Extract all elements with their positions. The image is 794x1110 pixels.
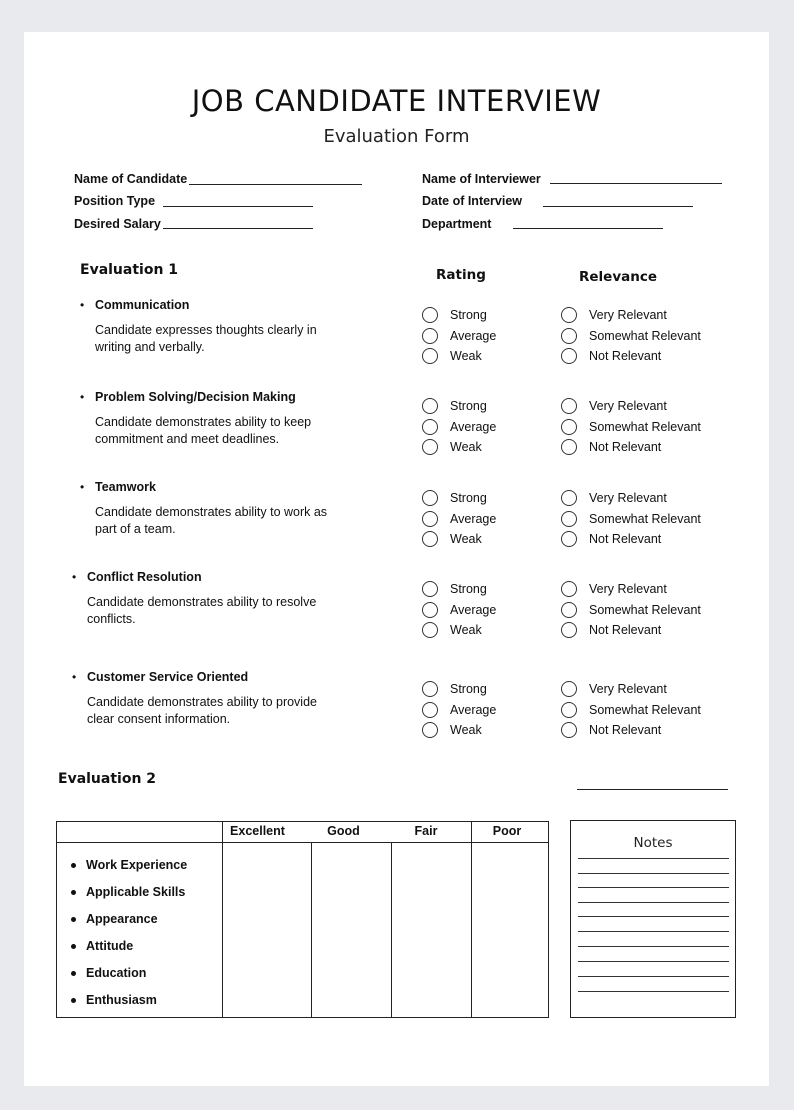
option-label: Strong <box>450 682 487 697</box>
radio-icon[interactable] <box>422 681 438 697</box>
notes-line <box>578 961 729 962</box>
radio-icon[interactable] <box>561 307 577 323</box>
relevance-radio-group-option[interactable] <box>561 679 701 700</box>
option-label: Somewhat Relevant <box>589 328 701 343</box>
column-fair: Fair <box>414 824 438 838</box>
rating-radio-group-option[interactable] <box>422 417 496 438</box>
rating-radio-group <box>422 579 496 641</box>
rating-radio-group-option[interactable] <box>422 600 496 621</box>
row-label: Enthusiasm <box>86 993 157 1007</box>
rating-radio-group-option[interactable] <box>422 700 496 721</box>
relevance-radio-group <box>561 305 701 367</box>
rating-radio-group-option[interactable] <box>422 509 496 530</box>
row-label: Attitude <box>86 939 134 953</box>
option-label: Somewhat Relevant <box>589 602 701 617</box>
radio-icon[interactable] <box>422 722 438 738</box>
radio-icon[interactable] <box>422 511 438 527</box>
notes-line <box>578 946 729 947</box>
table-row <box>71 966 146 980</box>
row-label: Education <box>86 966 147 980</box>
criterion-description: Candidate demonstrates ability to provide clear consent information. <box>87 695 317 726</box>
criterion-description: Candidate demonstrates ability to resolve conflicts. <box>87 595 317 626</box>
option-label: Weak <box>450 440 482 455</box>
option-label: Weak <box>450 349 482 364</box>
department-label: Department <box>422 217 492 231</box>
radio-icon[interactable] <box>422 702 438 718</box>
rating-radio-group-option[interactable] <box>422 620 496 641</box>
notes-box[interactable] <box>570 820 736 1018</box>
desired-salary-field[interactable] <box>163 228 313 229</box>
radio-icon[interactable] <box>422 602 438 618</box>
option-label: Not Relevant <box>589 532 662 547</box>
bullet-icon: • <box>72 670 77 684</box>
rating-radio-group <box>422 679 496 741</box>
radio-icon[interactable] <box>561 328 577 344</box>
row-label: Work Experience <box>86 858 188 872</box>
relevance-radio-group-option[interactable] <box>561 529 701 550</box>
option-label: Strong <box>450 399 487 414</box>
relevance-radio-group <box>561 396 701 458</box>
table-divider <box>391 842 392 1017</box>
radio-icon[interactable] <box>422 439 438 455</box>
option-label: Weak <box>450 723 482 738</box>
row-label: Applicable Skills <box>86 885 186 899</box>
radio-icon[interactable] <box>422 581 438 597</box>
position-type-label: Position Type <box>74 194 156 208</box>
candidate-name-field[interactable] <box>189 184 362 185</box>
interviewer-name-field[interactable] <box>550 183 722 184</box>
notes-line <box>578 873 729 874</box>
radio-icon[interactable] <box>422 328 438 344</box>
option-label: Not Relevant <box>589 349 662 364</box>
option-label: Very Relevant <box>589 308 667 323</box>
form-title: JOB CANDIDATE INTERVIEW <box>191 84 602 118</box>
table-divider <box>471 822 472 1017</box>
bullet-icon: • <box>80 298 85 312</box>
table-row <box>71 993 157 1007</box>
rating-radio-group <box>422 396 496 458</box>
relevance-radio-group-option[interactable] <box>561 579 701 600</box>
relevance-radio-group-option[interactable] <box>561 396 701 417</box>
interview-date-field[interactable] <box>543 206 693 207</box>
rating-radio-group-option[interactable] <box>422 579 496 600</box>
table-row <box>71 885 185 899</box>
column-poor: Poor <box>492 824 522 838</box>
bullet-icon <box>71 917 76 922</box>
relevance-radio-group-option[interactable] <box>561 326 701 347</box>
radio-icon[interactable] <box>561 702 577 718</box>
criterion-description: Candidate demonstrates ability to keep commitment and meet deadlines. <box>95 415 312 446</box>
table-header-divider <box>57 842 548 843</box>
radio-icon[interactable] <box>561 348 577 364</box>
option-label: Somewhat Relevant <box>589 511 701 526</box>
radio-icon[interactable] <box>561 511 577 527</box>
option-label: Somewhat Relevant <box>589 702 701 717</box>
relevance-radio-group-option[interactable] <box>561 720 701 741</box>
criterion-title: Communication <box>95 298 190 312</box>
radio-icon[interactable] <box>422 622 438 638</box>
option-label: Very Relevant <box>589 491 667 506</box>
option-label: Not Relevant <box>589 723 662 738</box>
option-label: Somewhat Relevant <box>589 419 701 434</box>
table-row <box>71 858 187 872</box>
radio-icon[interactable] <box>422 348 438 364</box>
radio-icon[interactable] <box>561 531 577 547</box>
rating-radio-group-option[interactable] <box>422 305 496 326</box>
candidate-name-label: Name of Candidate <box>74 172 188 186</box>
radio-icon[interactable] <box>561 419 577 435</box>
rating-radio-group <box>422 305 496 367</box>
bullet-icon: • <box>72 570 77 584</box>
form-page <box>24 32 769 1086</box>
relevance-radio-group-option[interactable] <box>561 346 701 367</box>
notes-title: Notes <box>633 835 673 851</box>
radio-icon[interactable] <box>422 490 438 506</box>
relevance-radio-group-option[interactable] <box>561 509 701 530</box>
relevance-radio-group <box>561 488 701 550</box>
criterion-title: Customer Service Oriented <box>87 670 249 684</box>
rating-radio-group-option[interactable] <box>422 326 496 347</box>
rating-radio-group-option[interactable] <box>422 346 496 367</box>
bullet-icon <box>71 890 76 895</box>
radio-icon[interactable] <box>422 419 438 435</box>
interviewer-name-label: Name of Interviewer <box>422 172 541 186</box>
table-row <box>71 939 133 953</box>
criterion-title: Problem Solving/Decision Making <box>95 390 296 404</box>
option-label: Strong <box>450 308 487 323</box>
option-label: Very Relevant <box>589 399 667 414</box>
rating-radio-group-option[interactable] <box>422 679 496 700</box>
notes-line <box>578 902 729 903</box>
table-divider <box>222 822 223 1017</box>
rating-radio-group-option[interactable] <box>422 488 496 509</box>
option-label: Average <box>450 511 497 526</box>
notes-line <box>578 858 729 859</box>
relevance-radio-group-option[interactable] <box>561 620 701 641</box>
criterion-title: Conflict Resolution <box>87 570 202 584</box>
interview-date-label: Date of Interview <box>422 194 523 208</box>
bullet-icon: • <box>80 480 85 494</box>
criterion-title: Teamwork <box>95 480 156 494</box>
option-label: Very Relevant <box>589 582 667 597</box>
column-excellent: Excellent <box>230 824 285 838</box>
option-label: Strong <box>450 491 487 506</box>
notes-line <box>578 887 729 888</box>
option-label: Average <box>450 419 497 434</box>
notes-line <box>578 931 729 932</box>
radio-icon[interactable] <box>422 307 438 323</box>
table-divider <box>311 842 312 1017</box>
bullet-icon <box>71 944 76 949</box>
relevance-radio-group-option[interactable] <box>561 305 701 326</box>
notes-line <box>578 916 729 917</box>
criterion-description: Candidate expresses thoughts clearly in writing and verbally. <box>95 323 317 354</box>
option-label: Weak <box>450 623 482 638</box>
form-subtitle: Evaluation Form <box>323 126 470 147</box>
evaluation-1-title: Evaluation 1 <box>80 262 179 278</box>
relevance-radio-group <box>561 679 701 741</box>
evaluation-2-title: Evaluation 2 <box>58 771 157 787</box>
relevance-radio-group-option[interactable] <box>561 417 701 438</box>
option-label: Average <box>450 328 497 343</box>
radio-icon[interactable] <box>561 398 577 414</box>
radio-icon[interactable] <box>561 602 577 618</box>
bullet-icon: • <box>80 390 85 404</box>
radio-icon[interactable] <box>561 722 577 738</box>
option-label: Average <box>450 702 497 717</box>
desired-salary-label: Desired Salary <box>74 217 161 231</box>
radio-icon[interactable] <box>561 581 577 597</box>
radio-icon[interactable] <box>422 531 438 547</box>
notes-line <box>578 976 729 977</box>
table-row <box>71 912 158 926</box>
relevance-radio-group-option[interactable] <box>561 488 701 509</box>
rating-header: Rating <box>436 267 486 283</box>
rating-radio-group-option[interactable] <box>422 396 496 417</box>
department-field[interactable] <box>513 228 663 229</box>
radio-icon[interactable] <box>561 490 577 506</box>
rating-radio-group-option[interactable] <box>422 529 496 550</box>
relevance-header: Relevance <box>579 269 658 285</box>
relevance-radio-group-option[interactable] <box>561 600 701 621</box>
radio-icon[interactable] <box>561 681 577 697</box>
notes-line <box>578 991 729 992</box>
rating-radio-group-option[interactable] <box>422 720 496 741</box>
bullet-icon <box>71 971 76 976</box>
option-label: Very Relevant <box>589 682 667 697</box>
evaluation-2-line[interactable] <box>577 789 728 790</box>
bullet-icon <box>71 863 76 868</box>
option-label: Weak <box>450 532 482 547</box>
relevance-radio-group-option[interactable] <box>561 437 701 458</box>
bullet-icon <box>71 998 76 1003</box>
radio-icon[interactable] <box>561 622 577 638</box>
table-divider <box>548 822 549 1017</box>
position-type-field[interactable] <box>163 206 313 207</box>
evaluation-2-table <box>56 821 549 1018</box>
option-label: Not Relevant <box>589 623 662 638</box>
radio-icon[interactable] <box>561 439 577 455</box>
option-label: Not Relevant <box>589 440 662 455</box>
relevance-radio-group-option[interactable] <box>561 700 701 721</box>
rating-radio-group-option[interactable] <box>422 437 496 458</box>
relevance-radio-group <box>561 579 701 641</box>
row-label: Appearance <box>86 912 158 926</box>
option-label: Strong <box>450 582 487 597</box>
radio-icon[interactable] <box>422 398 438 414</box>
option-label: Average <box>450 602 497 617</box>
column-good: Good <box>327 824 360 838</box>
rating-radio-group <box>422 488 496 550</box>
criterion-description: Candidate demonstrates ability to work as part of a team. <box>95 505 328 536</box>
